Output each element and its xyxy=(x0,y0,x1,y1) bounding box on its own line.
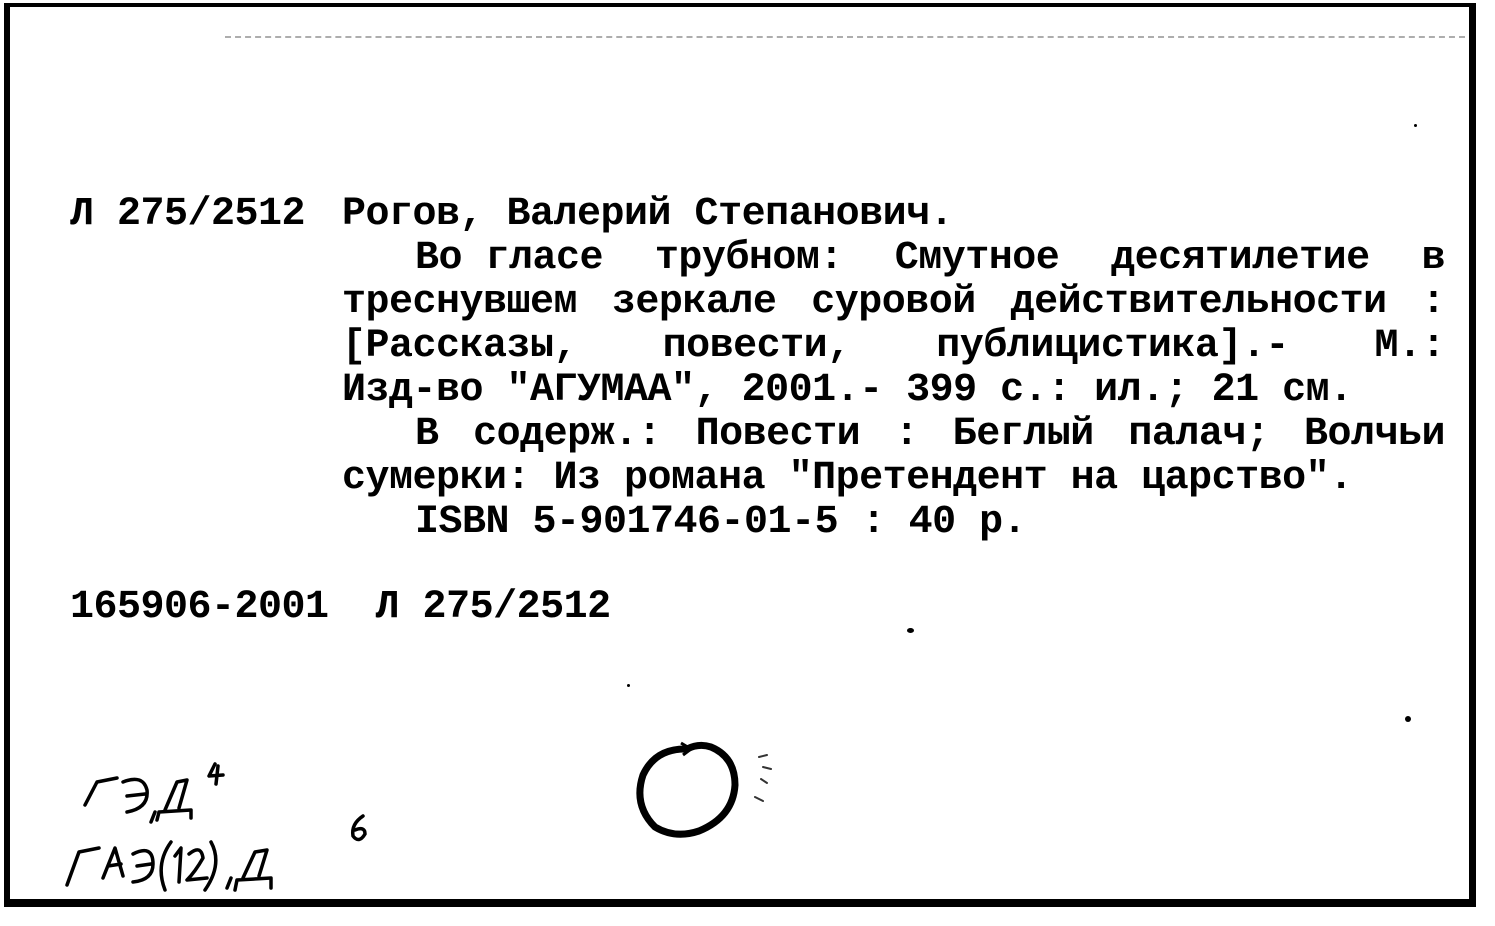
isbn-line: ISBN 5-901746-01-5 : 40 р. xyxy=(415,500,1027,545)
accession-number: 165906-2001 Л 275/2512 xyxy=(70,585,611,630)
contents-last-line: сумерки: Из романа "Претендент на царство". xyxy=(342,456,1353,501)
top-dashed-line xyxy=(225,36,1465,38)
word: в xyxy=(1421,236,1445,281)
word: публицистика].- xyxy=(936,324,1289,369)
title-line-3 xyxy=(342,325,1445,369)
word: Повести xyxy=(695,412,861,457)
word: суровой xyxy=(811,280,976,325)
title-line-1 xyxy=(415,237,1445,281)
word: содерж.: xyxy=(473,412,662,457)
word: М.: xyxy=(1374,324,1445,369)
author-name: Рогов, Валерий Степанович. xyxy=(342,192,954,237)
word: : xyxy=(1421,280,1445,325)
word: Волчьи xyxy=(1303,412,1445,457)
word: Во гласе xyxy=(415,236,604,281)
word: десятилетие xyxy=(1111,236,1370,281)
contents-line xyxy=(415,413,1445,457)
call-number: Л 275/2512 xyxy=(70,192,306,237)
word: [Рассказы, xyxy=(342,324,578,369)
word: трубном: xyxy=(654,236,843,281)
word: треснувшем xyxy=(342,280,578,325)
word: зеркале xyxy=(611,280,777,325)
word: повести, xyxy=(662,324,851,369)
speck xyxy=(907,628,914,633)
stamp-circle xyxy=(625,735,785,845)
word: действительности xyxy=(1010,280,1387,325)
title-line-2 xyxy=(342,281,1445,325)
word: : xyxy=(894,412,919,457)
speck xyxy=(1405,716,1411,722)
speck xyxy=(627,684,630,687)
word: палач; xyxy=(1128,412,1270,457)
imprint-line: Изд-во "АГУМАА", 2001.- 399 с.: ил.; 21 см. xyxy=(342,368,1353,413)
word: Беглый xyxy=(952,412,1094,457)
word: В xyxy=(415,412,439,457)
speck xyxy=(1414,124,1417,127)
handwritten-note xyxy=(55,760,395,900)
word: Смутное xyxy=(894,236,1060,281)
